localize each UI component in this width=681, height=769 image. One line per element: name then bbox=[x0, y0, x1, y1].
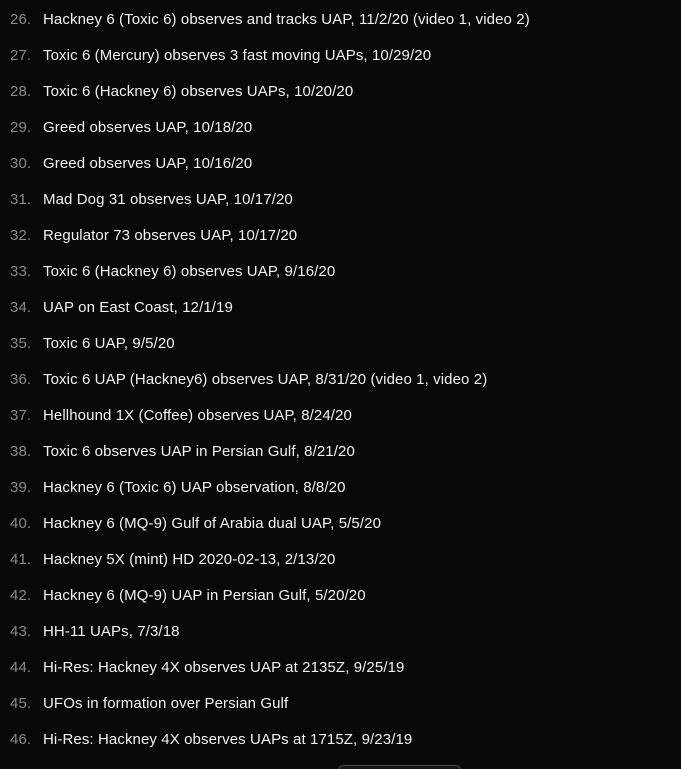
list-item bbox=[0, 440, 681, 464]
list-item-number: 36. bbox=[10, 371, 32, 388]
list-item bbox=[0, 188, 681, 212]
list-item-text: Hackney 5X (mint) HD 2020-02-13, 2/13/20 bbox=[43, 551, 336, 568]
list-item-text: Greed observes UAP, 10/16/20 bbox=[43, 155, 253, 172]
list-item bbox=[0, 332, 681, 356]
list-item-number: 27. bbox=[10, 47, 32, 64]
list-item bbox=[0, 8, 681, 32]
list-item-number: 44. bbox=[10, 659, 32, 676]
list-item-text: Hi-Res: Hackney 4X observes UAP at 2135Z, 9/25/19 bbox=[43, 659, 405, 676]
list-item bbox=[0, 116, 681, 140]
list-item-text: Toxic 6 UAP (Hackney6) observes UAP, 8/31/20 (video 1, video 2) bbox=[43, 371, 488, 388]
list-item bbox=[0, 656, 681, 680]
list-item bbox=[0, 512, 681, 536]
list-item-text: Hi-Res: Hackney 4X observes UAPs at 1715Z, 9/23/19 bbox=[43, 731, 413, 748]
list-item bbox=[0, 404, 681, 428]
list-item bbox=[0, 80, 681, 104]
list-item bbox=[0, 584, 681, 608]
list-item-text: Toxic 6 UAP, 9/5/20 bbox=[43, 335, 175, 352]
list-item-number: 28. bbox=[10, 83, 32, 100]
list-item-text: UAP on East Coast, 12/1/19 bbox=[43, 299, 233, 316]
list-item-number: 46. bbox=[10, 731, 32, 748]
list-item-text: Hackney 6 (Toxic 6) observes and tracks UAP, 11/2/20 (video 1, video 2) bbox=[43, 11, 530, 28]
list-item-number: 26. bbox=[10, 11, 32, 28]
list-item-number: 33. bbox=[10, 263, 32, 280]
list-item-text: Toxic 6 (Mercury) observes 3 fast moving UAPs, 10/29/20 bbox=[43, 47, 432, 64]
list-item bbox=[0, 692, 681, 716]
list-item bbox=[0, 368, 681, 392]
list-item-text: Hellhound 1X (Coffee) observes UAP, 8/24/20 bbox=[43, 407, 352, 424]
list-item-number: 43. bbox=[10, 623, 32, 640]
list-item bbox=[0, 260, 681, 284]
list-item bbox=[0, 296, 681, 320]
list-item-text: Hackney 6 (MQ-9) Gulf of Arabia dual UAP, 5/5/20 bbox=[43, 515, 382, 532]
list-item-number: 30. bbox=[10, 155, 32, 172]
list-item-number: 42. bbox=[10, 587, 32, 604]
list-item-text: Hackney 6 (MQ-9) UAP in Persian Gulf, 5/20/20 bbox=[43, 587, 366, 604]
list-item bbox=[0, 728, 681, 752]
list-item-number: 41. bbox=[10, 551, 32, 568]
list-item bbox=[0, 44, 681, 68]
list-item-text: Regulator 73 observes UAP, 10/17/20 bbox=[43, 227, 298, 244]
list-item-number: 40. bbox=[10, 515, 32, 532]
list-item bbox=[0, 548, 681, 572]
list-item-text: UFOs in formation over Persian Gulf bbox=[43, 695, 289, 712]
list-item-number: 38. bbox=[10, 443, 32, 460]
list-item-number: 35. bbox=[10, 335, 32, 352]
list-item-number: 31. bbox=[10, 191, 32, 208]
list-item-text: Toxic 6 (Hackney 6) observes UAP, 9/16/20 bbox=[43, 263, 336, 280]
list-item-text: Hackney 6 (Toxic 6) UAP observation, 8/8/20 bbox=[43, 479, 346, 496]
list-item bbox=[0, 476, 681, 500]
list-item-number: 32. bbox=[10, 227, 32, 244]
list-item-text: Greed observes UAP, 10/18/20 bbox=[43, 119, 253, 136]
list-item-text: HH-11 UAPs, 7/3/18 bbox=[43, 623, 180, 640]
list-item-number: 29. bbox=[10, 119, 32, 136]
list-item-text: Toxic 6 observes UAP in Persian Gulf, 8/21/20 bbox=[43, 443, 355, 460]
list-item-text: Toxic 6 (Hackney 6) observes UAPs, 10/20/20 bbox=[43, 83, 354, 100]
list-item bbox=[0, 224, 681, 248]
list-item-number: 45. bbox=[10, 695, 32, 712]
list-item bbox=[0, 620, 681, 644]
list-item-number: 34. bbox=[10, 299, 32, 316]
list-item-text: Mad Dog 31 observes UAP, 10/17/20 bbox=[43, 191, 293, 208]
list-item-number: 37. bbox=[10, 407, 32, 424]
bottom-floating-bar[interactable] bbox=[337, 765, 462, 769]
list-item-number: 39. bbox=[10, 479, 32, 496]
list-item bbox=[0, 152, 681, 176]
